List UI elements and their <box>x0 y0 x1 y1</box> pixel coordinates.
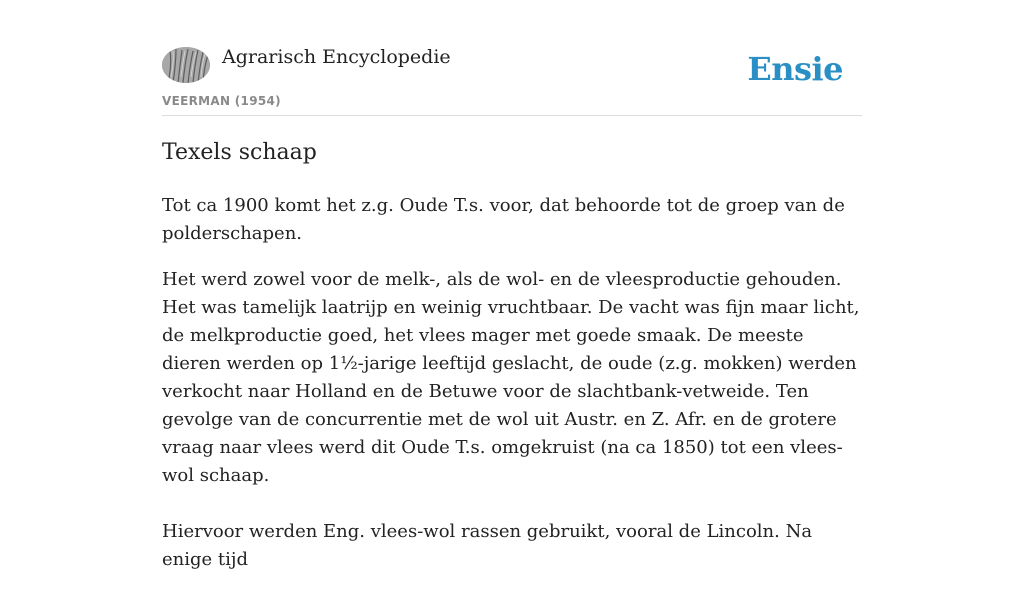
ensie-logo-link[interactable]: Ensie <box>747 50 843 88</box>
page-header <box>162 0 862 116</box>
book-title[interactable]: Agrarisch Encyclopedie <box>222 46 451 68</box>
wheat-thumbnail-icon[interactable] <box>162 47 210 83</box>
article-title: Texels schaap <box>162 140 317 165</box>
book-author[interactable]: VEERMAN (1954) <box>162 94 281 108</box>
article-paragraph: Tot ca 1900 komt het z.g. Oude T.s. voor, dat behoorde tot de groep van de polderschapen. <box>162 195 845 244</box>
article-body <box>162 192 862 592</box>
article-paragraph: Het werd zowel voor de melk-, als de wol- en de vleesproductie gehouden. Het was tamelijk laatrijp en weinig vruchtbaar. De vacht was fijn maar licht, de melkproductie goed, het vlees mager met goede smaak. De meeste dieren werden op 1½-jarige leeftijd geslacht, de oude (z.g. mokken) werden verkocht naar Holland en de Betuwe voor de slachtbank-vetweide. Ten gevolge van de concurrentie met de wol uit Austr. en Z. Afr. en de grotere vraag naar vlees werd dit Oude T.s. omgekruist (na ca 1850) tot een vlees-wol schaap. <box>162 269 860 486</box>
article-paragraph: Hiervoor werden Eng. vlees-wol rassen gebruikt, vooral de Lincoln. Na enige tijd <box>162 521 813 570</box>
page-container <box>162 0 862 570</box>
